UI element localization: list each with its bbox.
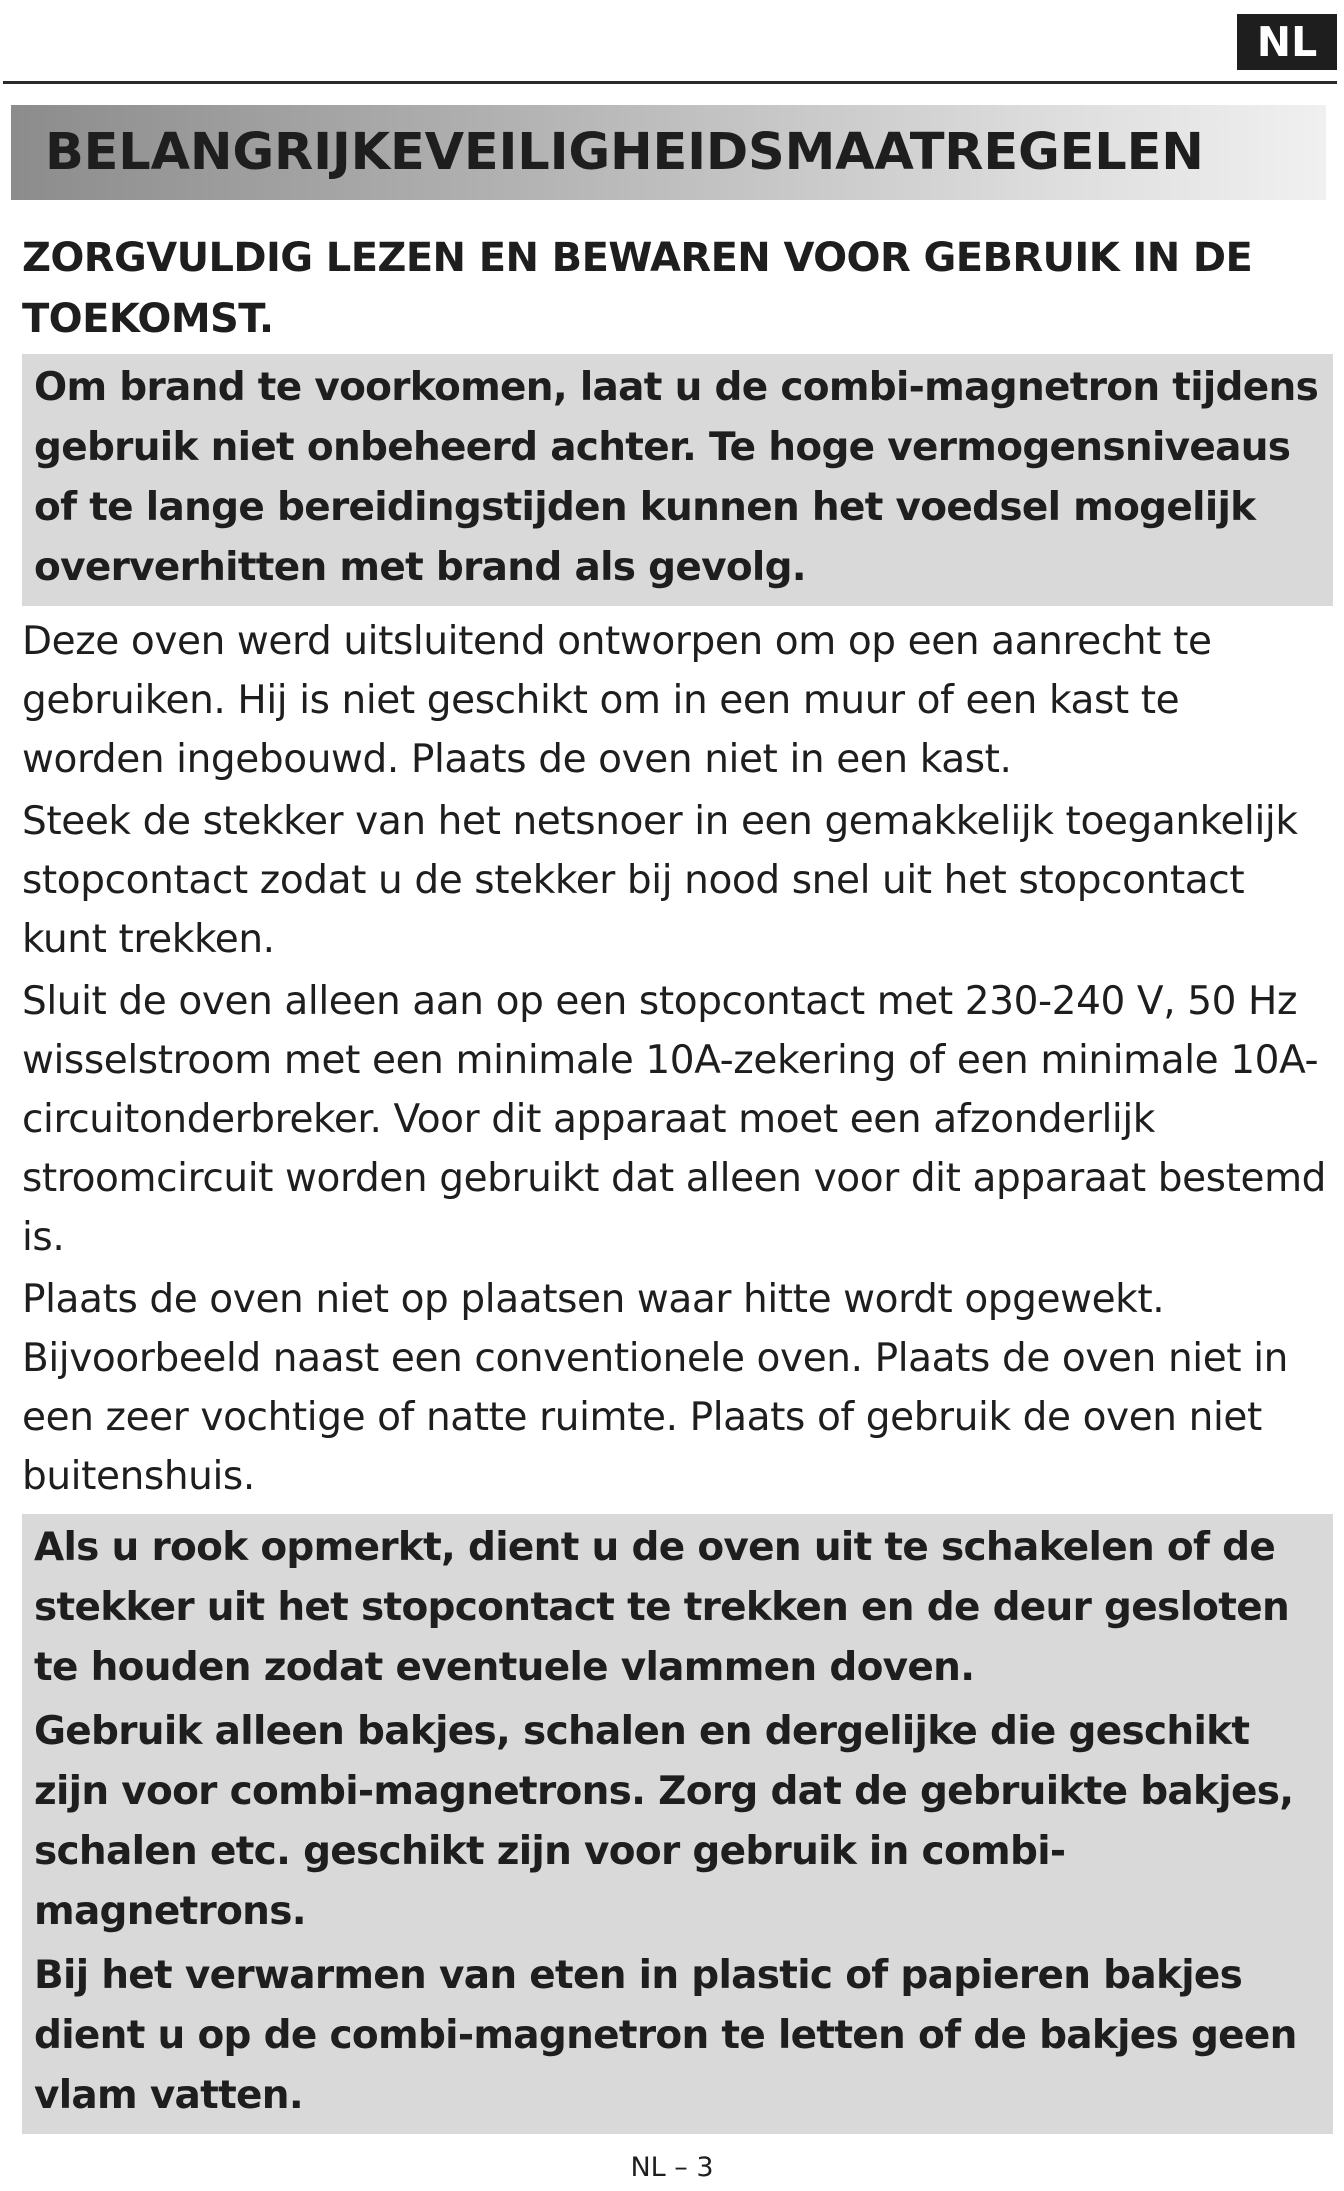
language-badge: NL	[1237, 14, 1337, 70]
section-title-bar	[11, 105, 1326, 200]
warning-plastic-paper: Bij het verwarmen van eten in plastic of papieren bakjes dient u op de combi-magnetron te letten of de bakjes geen vlam vatten.	[34, 1953, 1297, 2118]
paragraph-electrical-requirements: Sluit de oven alleen aan op een stopcontact met 230-240 V, 50 Hz wisselstroom met een minimale 10A-zekering of een minimale 10A-circuitonderbreker. Voor dit apparaat moet een afzonderlijk stroomcircuit worden gebruikt dat alleen voor dit apparaat bestemd is.	[22, 979, 1327, 1260]
warning-smoke: Als u rook opmerkt, dient u de oven uit te schakelen of de stekker uit het stopcontact te trekken en de deur gesloten te houden zodat eventuele vlammen doven.	[34, 1525, 1290, 1690]
warning-box-fire	[22, 354, 1333, 606]
safety-paragraphs	[22, 612, 1332, 1506]
main-content	[22, 228, 1332, 2134]
page-number: NL – 3	[630, 2152, 714, 2183]
paragraph-countertop-use: Deze oven werd uitsluitend ontworpen om op een aanrecht te gebruiken. Hij is niet geschikt om in een muur of een kast te worden ingebouwd. Plaats de oven niet in een kast.	[22, 619, 1212, 782]
intro-instruction: ZORGVULDIG LEZEN EN BEWAREN VOOR GEBRUIK IN DE TOEKOMST.	[22, 235, 1253, 342]
paragraph-placement: Plaats de oven niet op plaatsen waar hitte wordt opgewekt. Bijvoorbeeld naast een conventionele oven. Plaats de oven niet in een zeer vochtige of natte ruimte. Plaats of gebruik de oven niet buitenshuis.	[22, 1277, 1288, 1499]
warning-text: Om brand te voorkomen, laat u de combi-magnetron tijdens gebruik niet onbeheerd achter. Te hoge vermogensniveaus of te lange bereidingstijden kunnen het voedsel mogelijk oververhitten met brand als gevolg.	[34, 365, 1319, 590]
warning-containers: Gebruik alleen bakjes, schalen en dergelijke die geschikt zijn voor combi-magnetrons. Zorg dat de gebruikte bakjes, schalen etc. geschikt zijn voor gebruik in combi-magnetrons.	[34, 1709, 1294, 1934]
header-rule	[3, 81, 1337, 84]
paragraph-power-plug: Steek de stekker van het netsnoer in een gemakkelijk toegankelijk stopcontact zodat u de stekker bij nood snel uit het stopcontact kunt trekken.	[22, 799, 1298, 962]
warning-box-smoke	[22, 1514, 1333, 2134]
page-title: BELANGRIJKEVEILIGHEIDSMAATREGELEN	[45, 123, 1204, 182]
